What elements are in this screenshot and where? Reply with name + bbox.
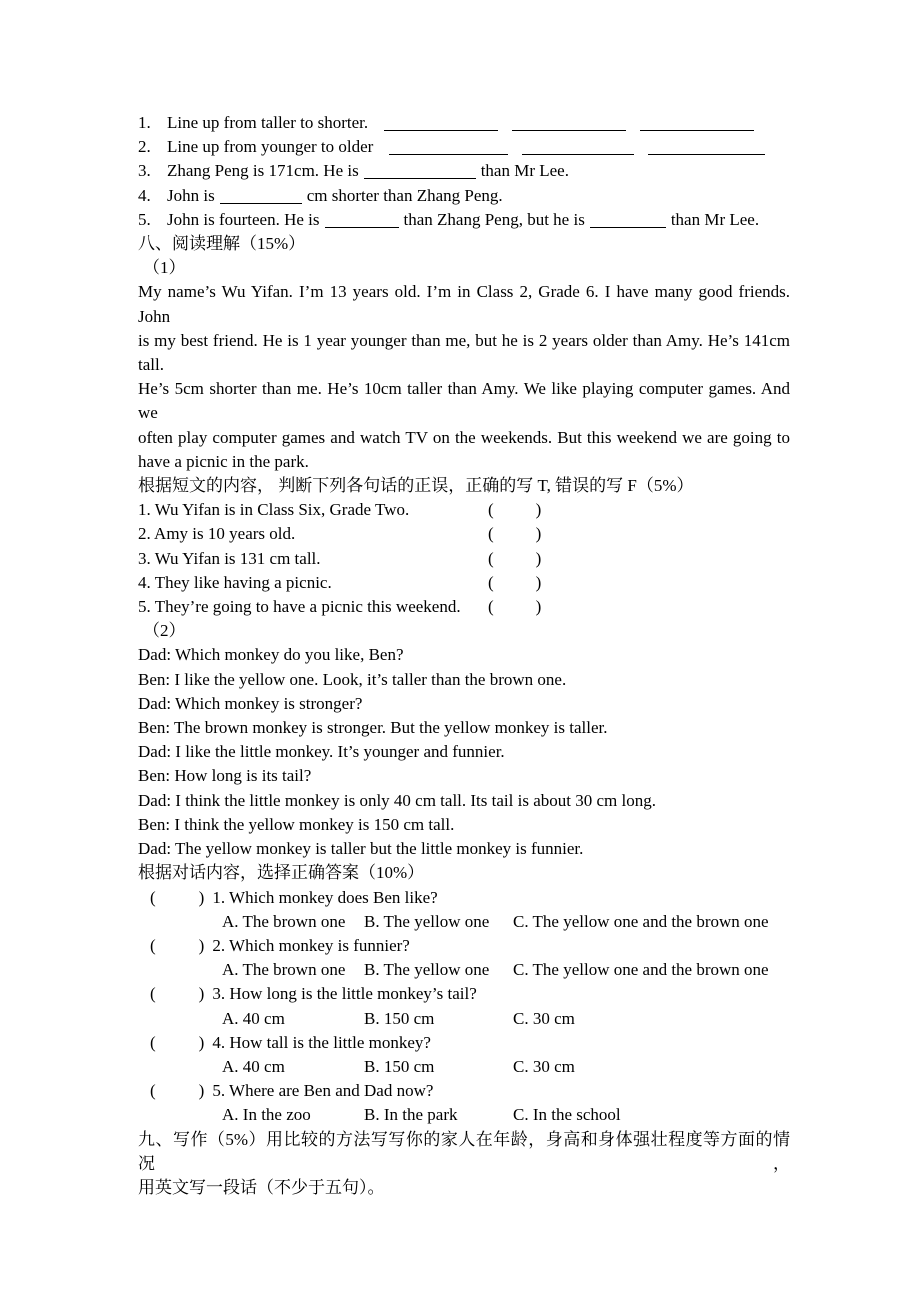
fill-text: than Mr Lee. <box>480 161 569 181</box>
answer-blank <box>512 116 626 131</box>
passage-line: My name’s Wu Yifan. I’m 13 years old. I’m in Class 2, Grade 6. I have many good friends. John <box>138 282 790 326</box>
mc-options <box>222 1055 790 1079</box>
close-paren: ) <box>535 597 542 617</box>
dialog-line: Dad: I think the little monkey is only 40 cm tall. Its tail is about 30 cm long. <box>138 790 656 810</box>
fill-text: than Mr Lee. <box>670 209 760 229</box>
open-paren: ( <box>488 597 494 617</box>
part1-label: （1） <box>143 258 186 278</box>
close-paren: ) <box>535 548 542 568</box>
fill-text: John is <box>167 185 215 205</box>
open-paren: ( <box>150 935 156 955</box>
mc-instruction: 根据对话内容，选择正确答案（10%） <box>138 863 425 883</box>
passage-line: is my best friend. He is 1 year younger than me, but he is 2 years older than Amy. He’s 141cm tall. <box>138 330 790 375</box>
answer-blank <box>384 116 498 131</box>
dialog <box>138 643 790 861</box>
open-paren: ( <box>150 887 156 907</box>
section9 <box>138 1128 790 1201</box>
answer-blank <box>325 213 399 228</box>
answer-blank <box>640 116 754 131</box>
mc-question-text: 5. Where are Ben and Dad now? <box>212 1081 434 1101</box>
tf-item-text: 5. They’re going to have a picnic this weekend. <box>138 597 461 617</box>
open-paren: ( <box>488 548 494 568</box>
answer-blank <box>364 164 476 179</box>
mc-question <box>138 934 790 958</box>
true-false-item <box>138 547 790 571</box>
item-number: 3. <box>138 161 151 181</box>
passage-line: have a picnic in the park. <box>138 451 309 471</box>
tf-item-text: 3. Wu Yifan is 131 cm tall. <box>138 548 321 568</box>
close-paren: ) <box>198 984 205 1004</box>
writing-prompt-line1: 九、写作（5%）用比较的方法写写你的家人在年龄，身高和身体强壮程度等方面的情况， <box>138 1129 790 1173</box>
tf-item-text: 2. Amy is 10 years old. <box>138 524 296 544</box>
mc-question-text: 3. How long is the little monkey’s tail? <box>212 984 477 1004</box>
answer-blank <box>590 213 666 228</box>
dialog-line: Dad: I like the little monkey. It’s younger and funnier. <box>138 742 505 762</box>
dialog-line: Dad: Which monkey do you like, Ben? <box>138 645 404 665</box>
open-paren: ( <box>488 500 494 520</box>
item-number: 5. <box>138 209 151 229</box>
tf-item-text: 4. They like having a picnic. <box>138 572 332 592</box>
fill-text: Line up from younger to older <box>167 137 374 157</box>
tf-item-text: 1. Wu Yifan is in Class Six, Grade Two. <box>138 500 410 520</box>
paren-gap <box>494 522 536 546</box>
mc-options <box>222 1103 790 1127</box>
mc-option: B. In the park <box>364 1105 458 1125</box>
mc-options <box>222 1007 790 1031</box>
true-false-item <box>138 498 790 522</box>
mc-option: A. 40 cm <box>222 1056 285 1076</box>
mc-option: C. 30 cm <box>513 1056 575 1076</box>
mc-question <box>138 1079 790 1103</box>
tf-instruction: 根据短文的内容， 判断下列各句话的正误，正确的写 T, 错误的写 F（5%） <box>138 476 694 496</box>
fill-in-item <box>138 184 790 208</box>
true-false-item <box>138 571 790 595</box>
reading-passage <box>138 280 790 474</box>
close-paren: ) <box>535 524 542 544</box>
mc-question-text: 2. Which monkey is funnier? <box>212 935 410 955</box>
dialog-line: Dad: Which monkey is stronger? <box>138 693 363 713</box>
mc-option: A. In the zoo <box>222 1105 311 1125</box>
dialog-line: Ben: I like the yellow one. Look, it’s taller than the brown one. <box>138 669 567 689</box>
answer-blank <box>220 189 302 204</box>
open-paren: ( <box>150 984 156 1004</box>
mc-question-text: 4. How tall is the little monkey? <box>212 1032 431 1052</box>
dialog-line: Ben: I think the yellow monkey is 150 cm tall. <box>138 814 455 834</box>
open-paren: ( <box>150 1032 156 1052</box>
dialog-line: Ben: How long is its tail? <box>138 766 312 786</box>
answer-blank <box>648 140 765 155</box>
passage-line: He’s 5cm shorter than me. He’s 10cm taller than Amy. We like playing computer games. And we <box>138 379 790 423</box>
mc-list <box>138 886 790 1128</box>
open-paren: ( <box>488 524 494 544</box>
open-paren: ( <box>488 572 494 592</box>
mc-options <box>222 958 790 982</box>
tf-list <box>138 498 790 619</box>
writing-prompt-line2: 用英文写一段话（不少于五句）。 <box>138 1177 385 1197</box>
mc-option: B. 150 cm <box>364 1056 435 1076</box>
mc-question <box>138 1031 790 1055</box>
fill-text: Line up from taller to shorter. <box>167 113 369 132</box>
mc-option: B. The yellow one <box>364 911 490 931</box>
section8-heading: 八、阅读理解（15%） <box>138 234 306 254</box>
close-paren: ) <box>535 500 542 520</box>
fill-in-item <box>138 111 790 135</box>
mc-option: C. In the school <box>513 1105 621 1125</box>
mc-option: C. 30 cm <box>513 1008 575 1028</box>
true-false-item <box>138 522 790 546</box>
close-paren: ) <box>535 572 542 592</box>
mc-option: B. The yellow one <box>364 960 490 980</box>
close-paren: ) <box>198 935 205 955</box>
item-number: 1. <box>138 113 151 132</box>
mc-option: A. The brown one <box>222 960 346 980</box>
mc-option: A. The brown one <box>222 911 346 931</box>
close-paren: ) <box>198 1081 205 1101</box>
open-paren: ( <box>150 1081 156 1101</box>
passage-line: often play computer games and watch TV on the weekends. But this weekend we are going to <box>138 427 790 447</box>
paren-gap <box>494 595 536 619</box>
mc-option: C. The yellow one and the brown one <box>513 911 769 931</box>
paren-gap <box>494 498 536 522</box>
paren-gap <box>494 571 536 595</box>
mc-option: C. The yellow one and the brown one <box>513 960 769 980</box>
mc-question <box>138 886 790 910</box>
mc-option: B. 150 cm <box>364 1008 435 1028</box>
fill-in-item <box>138 208 790 232</box>
fill-in-item <box>138 135 790 159</box>
fill-text: cm shorter than Zhang Peng. <box>306 185 503 205</box>
close-paren: ) <box>198 1032 205 1052</box>
mc-options <box>222 910 790 934</box>
paren-gap <box>494 547 536 571</box>
mc-question-text: 1. Which monkey does Ben like? <box>212 887 438 907</box>
fill-in-item <box>138 159 790 183</box>
close-paren: ) <box>198 887 205 907</box>
part2-label: （2） <box>143 621 186 641</box>
dialog-line: Ben: The brown monkey is stronger. But the yellow monkey is taller. <box>138 718 608 738</box>
answer-blank <box>389 140 508 155</box>
dialog-line: Dad: The yellow monkey is taller but the little monkey is funnier. <box>138 839 584 859</box>
mc-question <box>138 982 790 1006</box>
item-number: 2. <box>138 137 151 157</box>
fill-in-section <box>138 111 790 232</box>
answer-blank <box>522 140 634 155</box>
fill-text: John is fourteen. He is <box>167 209 320 229</box>
fill-text: Zhang Peng is 171cm. He is <box>167 161 359 181</box>
true-false-item <box>138 595 790 619</box>
item-number: 4. <box>138 185 151 205</box>
fill-text: than Zhang Peng, but he is <box>403 209 585 229</box>
mc-option: A. 40 cm <box>222 1008 285 1028</box>
